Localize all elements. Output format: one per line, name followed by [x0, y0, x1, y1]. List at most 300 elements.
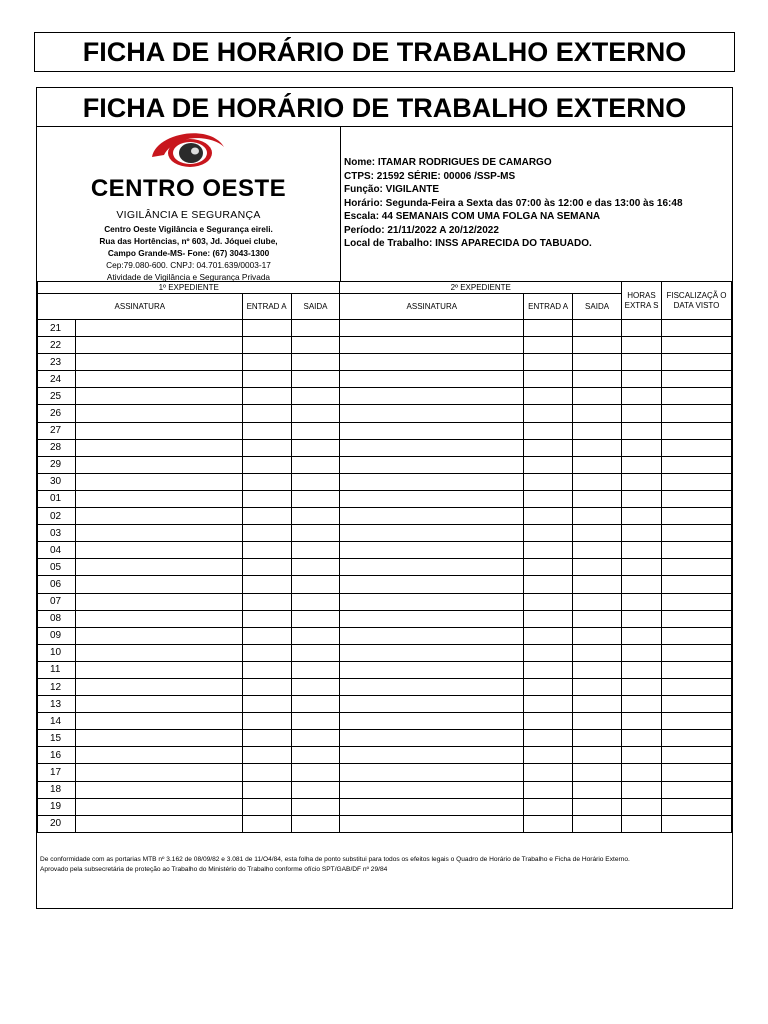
entry-cell[interactable] — [662, 559, 732, 576]
entry-cell[interactable] — [524, 576, 573, 593]
entry-cell[interactable] — [662, 388, 732, 405]
day-cell: 30 — [38, 473, 76, 490]
employee-period: Período: 21/11/2022 A 20/12/2022 — [344, 224, 499, 236]
entry-cell[interactable] — [291, 730, 340, 747]
entry-cell[interactable] — [340, 525, 524, 542]
entry-cell[interactable] — [524, 781, 573, 798]
entry-cell[interactable] — [242, 661, 291, 678]
page-title: FICHA DE HORÁRIO DE TRABALHO EXTERNO — [34, 32, 735, 72]
entry-cell[interactable] — [75, 747, 242, 764]
entry-cell[interactable] — [573, 644, 622, 661]
day-cell: 10 — [38, 644, 76, 661]
entry-cell[interactable] — [242, 490, 291, 507]
entry-cell[interactable] — [291, 422, 340, 439]
entry-cell[interactable] — [291, 747, 340, 764]
entry-cell[interactable] — [242, 678, 291, 695]
entry-cell[interactable] — [340, 781, 524, 798]
entry-cell[interactable] — [242, 405, 291, 422]
entry-cell[interactable] — [340, 815, 524, 832]
entry-cell[interactable] — [524, 559, 573, 576]
entry-cell[interactable] — [524, 405, 573, 422]
entry-cell[interactable] — [662, 678, 732, 695]
entry-cell[interactable] — [75, 354, 242, 371]
table-row — [38, 439, 732, 456]
entry-cell[interactable] — [340, 747, 524, 764]
entry-cell[interactable] — [340, 798, 524, 815]
entry-cell[interactable] — [622, 644, 662, 661]
entry-header-1: ENTRAD A — [242, 294, 291, 320]
entry-cell[interactable] — [622, 388, 662, 405]
employee-scale: Escala: 44 SEMANAIS COM UMA FOLGA NA SEMANA — [344, 211, 601, 222]
entry-cell[interactable] — [242, 473, 291, 490]
day-cell: 17 — [38, 764, 76, 781]
entry-cell[interactable] — [622, 713, 662, 730]
day-cell: 11 — [38, 661, 76, 678]
entry-cell[interactable] — [524, 525, 573, 542]
employee-workplace: Local de Trabalho: INSS APARECIDA DO TABUADO. — [344, 238, 592, 249]
entry-cell[interactable] — [340, 678, 524, 695]
company-tagline: VIGILÂNCIA E SEGURANÇA — [116, 209, 261, 221]
entry-cell[interactable] — [291, 388, 340, 405]
exit-header-2: SAIDA — [573, 294, 622, 320]
entry-cell[interactable] — [662, 696, 732, 713]
entry-cell[interactable] — [524, 371, 573, 388]
entry-cell[interactable] — [242, 320, 291, 337]
entry-cell[interactable] — [291, 542, 340, 559]
table-row — [38, 422, 732, 439]
entry-cell[interactable] — [242, 525, 291, 542]
entry-cell[interactable] — [75, 439, 242, 456]
table-row — [38, 490, 732, 507]
entry-cell[interactable] — [573, 627, 622, 644]
entry-cell[interactable] — [573, 525, 622, 542]
entry-cell[interactable] — [524, 696, 573, 713]
company-name: CENTRO OESTE — [90, 175, 287, 202]
entry-cell[interactable] — [75, 576, 242, 593]
entry-cell[interactable] — [75, 781, 242, 798]
entry-cell[interactable] — [75, 371, 242, 388]
day-cell: 23 — [38, 354, 76, 371]
entry-cell[interactable] — [340, 405, 524, 422]
entry-cell[interactable] — [291, 490, 340, 507]
entry-cell[interactable] — [75, 473, 242, 490]
entry-cell[interactable] — [573, 593, 622, 610]
entry-cell[interactable] — [524, 354, 573, 371]
entry-cell[interactable] — [340, 456, 524, 473]
day-cell: 29 — [38, 456, 76, 473]
entry-cell[interactable] — [340, 473, 524, 490]
entry-cell[interactable] — [524, 730, 573, 747]
entry-cell[interactable] — [291, 610, 340, 627]
entry-cell[interactable] — [524, 747, 573, 764]
entry-cell[interactable] — [524, 798, 573, 815]
entry-cell[interactable] — [662, 525, 732, 542]
entry-cell[interactable] — [622, 593, 662, 610]
day-cell: 25 — [38, 388, 76, 405]
entry-cell[interactable] — [242, 781, 291, 798]
entry-cell[interactable] — [75, 337, 242, 354]
entry-cell[interactable] — [291, 320, 340, 337]
entry-cell[interactable] — [524, 388, 573, 405]
entry-cell[interactable] — [242, 764, 291, 781]
entry-cell[interactable] — [524, 627, 573, 644]
table-row — [38, 525, 732, 542]
entry-cell[interactable] — [573, 422, 622, 439]
entry-cell[interactable] — [291, 764, 340, 781]
entry-cell[interactable] — [291, 405, 340, 422]
entry-cell[interactable] — [340, 610, 524, 627]
entry-cell[interactable] — [340, 354, 524, 371]
entry-cell[interactable] — [622, 490, 662, 507]
entry-cell[interactable] — [524, 678, 573, 695]
entry-cell[interactable] — [573, 320, 622, 337]
day-cell: 28 — [38, 439, 76, 456]
day-cell: 16 — [38, 747, 76, 764]
entry-cell[interactable] — [340, 422, 524, 439]
entry-cell[interactable] — [662, 422, 732, 439]
entry-cell[interactable] — [75, 320, 242, 337]
entry-cell[interactable] — [573, 371, 622, 388]
company-address-line: Rua das Hortências, nº 603, Jd. Jóquei clube, — [99, 236, 278, 246]
entry-cell[interactable] — [573, 661, 622, 678]
entry-cell[interactable] — [340, 439, 524, 456]
entry-cell[interactable] — [340, 661, 524, 678]
entry-cell[interactable] — [291, 439, 340, 456]
entry-cell[interactable] — [75, 525, 242, 542]
table-row — [38, 456, 732, 473]
table-row — [38, 559, 732, 576]
entry-cell[interactable] — [242, 542, 291, 559]
entry-cell[interactable] — [524, 508, 573, 525]
entry-cell[interactable] — [662, 371, 732, 388]
entry-cell[interactable] — [524, 610, 573, 627]
entry-cell[interactable] — [662, 490, 732, 507]
entry-cell[interactable] — [242, 593, 291, 610]
table-row — [38, 644, 732, 661]
entry-cell[interactable] — [662, 713, 732, 730]
entry-cell[interactable] — [242, 371, 291, 388]
entry-cell[interactable] — [524, 456, 573, 473]
entry-cell[interactable] — [340, 713, 524, 730]
entry-cell[interactable] — [662, 542, 732, 559]
entry-cell[interactable] — [291, 798, 340, 815]
employee-schedule: Horário: Segunda-Feira a Sexta das 07:00 às 12:00 e das 13:00 às 16:48 — [344, 197, 683, 209]
table-row — [38, 542, 732, 559]
entry-cell[interactable] — [340, 696, 524, 713]
entry-cell[interactable] — [622, 764, 662, 781]
entry-cell[interactable] — [75, 610, 242, 627]
entry-cell[interactable] — [573, 696, 622, 713]
entry-cell[interactable] — [573, 747, 622, 764]
entry-cell[interactable] — [340, 764, 524, 781]
entry-cell[interactable] — [340, 388, 524, 405]
entry-cell[interactable] — [662, 627, 732, 644]
signature-header-1: ASSINATURA — [38, 294, 243, 320]
entry-cell[interactable] — [573, 473, 622, 490]
entry-cell[interactable] — [340, 542, 524, 559]
table-row — [38, 593, 732, 610]
entry-cell[interactable] — [622, 371, 662, 388]
entry-cell[interactable] — [622, 337, 662, 354]
entry-cell[interactable] — [662, 644, 732, 661]
entry-cell[interactable] — [573, 610, 622, 627]
table-row — [38, 337, 732, 354]
entry-cell[interactable] — [242, 815, 291, 832]
entry-cell[interactable] — [573, 439, 622, 456]
entry-cell[interactable] — [622, 439, 662, 456]
entry-cell[interactable] — [573, 508, 622, 525]
day-cell: 12 — [38, 678, 76, 695]
entry-cell[interactable] — [242, 354, 291, 371]
entry-cell[interactable] — [340, 490, 524, 507]
entry-cell[interactable] — [662, 747, 732, 764]
entry-cell[interactable] — [340, 337, 524, 354]
entry-cell[interactable] — [662, 593, 732, 610]
entry-cell[interactable] — [75, 542, 242, 559]
entry-cell[interactable] — [662, 764, 732, 781]
entry-cell[interactable] — [622, 781, 662, 798]
entry-cell[interactable] — [662, 456, 732, 473]
entry-cell[interactable] — [524, 422, 573, 439]
entry-cell[interactable] — [662, 730, 732, 747]
signature-header-2: ASSINATURA — [340, 294, 524, 320]
entry-cell[interactable] — [242, 337, 291, 354]
inspection-header: FISCALIZAÇÃ O DATA VISTO — [662, 282, 732, 320]
entry-cell[interactable] — [291, 337, 340, 354]
entry-cell[interactable] — [622, 559, 662, 576]
day-cell: 08 — [38, 610, 76, 627]
entry-cell[interactable] — [573, 576, 622, 593]
entry-cell[interactable] — [242, 747, 291, 764]
entry-cell[interactable] — [242, 508, 291, 525]
legal-note-1: De conformidade com as portarias MTB nº 3.162 de 08/09/82 e 3.081 de 11/O4/84, esta folha de ponto substitui para todos os efeitos legais o Quadro de Horário de Trabalho e Ficha de Horário Externo. — [40, 856, 630, 863]
entry-cell[interactable] — [573, 798, 622, 815]
entry-cell[interactable] — [242, 456, 291, 473]
entry-cell[interactable] — [622, 661, 662, 678]
entry-cell[interactable] — [291, 713, 340, 730]
entry-cell[interactable] — [340, 644, 524, 661]
entry-cell[interactable] — [291, 781, 340, 798]
table-row — [38, 678, 732, 695]
table-row — [38, 371, 732, 388]
entry-cell[interactable] — [242, 610, 291, 627]
entry-cell[interactable] — [340, 320, 524, 337]
entry-cell[interactable] — [662, 337, 732, 354]
table-row — [38, 696, 732, 713]
entry-cell[interactable] — [340, 576, 524, 593]
entry-cell[interactable] — [75, 661, 242, 678]
day-cell: 04 — [38, 542, 76, 559]
entry-cell[interactable] — [340, 730, 524, 747]
entry-cell[interactable] — [291, 473, 340, 490]
entry-cell[interactable] — [75, 815, 242, 832]
entry-cell[interactable] — [524, 713, 573, 730]
day-cell: 18 — [38, 781, 76, 798]
entry-cell[interactable] — [524, 337, 573, 354]
entry-cell[interactable] — [662, 439, 732, 456]
entry-cell[interactable] — [242, 559, 291, 576]
entry-cell[interactable] — [291, 508, 340, 525]
day-cell: 09 — [38, 627, 76, 644]
entry-cell[interactable] — [622, 508, 662, 525]
entry-cell[interactable] — [75, 678, 242, 695]
entry-cell[interactable] — [242, 713, 291, 730]
entry-cell[interactable] — [524, 644, 573, 661]
entry-cell[interactable] — [662, 508, 732, 525]
entry-cell[interactable] — [340, 371, 524, 388]
entry-cell[interactable] — [242, 576, 291, 593]
entry-cell[interactable] — [622, 473, 662, 490]
entry-cell[interactable] — [75, 405, 242, 422]
entry-cell[interactable] — [291, 456, 340, 473]
company-block — [37, 127, 341, 281]
entry-cell[interactable] — [291, 661, 340, 678]
second-shift-header: 2º EXPEDIENTE — [340, 282, 622, 294]
entry-cell[interactable] — [75, 593, 242, 610]
entry-cell[interactable] — [573, 490, 622, 507]
entry-cell[interactable] — [75, 422, 242, 439]
entry-cell[interactable] — [242, 644, 291, 661]
entry-cell[interactable] — [662, 815, 732, 832]
entry-cell[interactable] — [622, 798, 662, 815]
day-cell: 03 — [38, 525, 76, 542]
entry-cell[interactable] — [524, 473, 573, 490]
entry-header-2: ENTRAD A — [524, 294, 573, 320]
entry-cell[interactable] — [291, 644, 340, 661]
company-address-line: Atividade de Vigilância e Segurança Privada — [106, 272, 271, 282]
entry-cell[interactable] — [524, 542, 573, 559]
entry-cell[interactable] — [662, 610, 732, 627]
entry-cell[interactable] — [573, 559, 622, 576]
entry-cell[interactable] — [340, 627, 524, 644]
entry-cell[interactable] — [573, 542, 622, 559]
entry-cell[interactable] — [242, 730, 291, 747]
entry-cell[interactable] — [622, 320, 662, 337]
employee-name: Nome: ITAMAR RODRIGUES DE CAMARGO — [344, 157, 552, 168]
entry-cell[interactable] — [75, 559, 242, 576]
entry-cell[interactable] — [573, 354, 622, 371]
entry-cell[interactable] — [75, 508, 242, 525]
entry-cell[interactable] — [524, 490, 573, 507]
entry-cell[interactable] — [291, 576, 340, 593]
entry-cell[interactable] — [662, 320, 732, 337]
entry-cell[interactable] — [75, 798, 242, 815]
entry-cell[interactable] — [524, 764, 573, 781]
entry-cell[interactable] — [622, 678, 662, 695]
entry-cell[interactable] — [75, 764, 242, 781]
entry-cell[interactable] — [622, 422, 662, 439]
table-row — [38, 576, 732, 593]
entry-cell[interactable] — [340, 593, 524, 610]
entry-cell[interactable] — [662, 576, 732, 593]
entry-cell[interactable] — [622, 747, 662, 764]
entry-cell[interactable] — [75, 627, 242, 644]
entry-cell[interactable] — [75, 490, 242, 507]
entry-cell[interactable] — [242, 388, 291, 405]
table-row — [38, 661, 732, 678]
entry-cell[interactable] — [524, 815, 573, 832]
entry-cell[interactable] — [291, 696, 340, 713]
entry-cell[interactable] — [622, 354, 662, 371]
entry-cell[interactable] — [524, 661, 573, 678]
day-cell: 07 — [38, 593, 76, 610]
entry-cell[interactable] — [75, 730, 242, 747]
entry-cell[interactable] — [291, 815, 340, 832]
entry-cell[interactable] — [573, 337, 622, 354]
entry-cell[interactable] — [573, 764, 622, 781]
company-address-line: Campo Grande-MS- Fone: (67) 3043-1300 — [107, 248, 270, 258]
entry-cell[interactable] — [662, 798, 732, 815]
entry-cell[interactable] — [524, 439, 573, 456]
entry-cell[interactable] — [340, 559, 524, 576]
company-logo-icon — [150, 127, 226, 173]
entry-cell[interactable] — [291, 627, 340, 644]
entry-cell[interactable] — [291, 678, 340, 695]
entry-cell[interactable] — [524, 320, 573, 337]
entry-cell[interactable] — [75, 696, 242, 713]
entry-cell[interactable] — [622, 542, 662, 559]
entry-cell[interactable] — [242, 422, 291, 439]
entry-cell[interactable] — [662, 405, 732, 422]
entry-cell[interactable] — [291, 371, 340, 388]
entry-cell[interactable] — [75, 713, 242, 730]
entry-cell[interactable] — [622, 610, 662, 627]
entry-cell[interactable] — [622, 405, 662, 422]
entry-cell[interactable] — [242, 696, 291, 713]
day-cell: 20 — [38, 815, 76, 832]
entry-cell[interactable] — [75, 456, 242, 473]
entry-cell[interactable] — [573, 815, 622, 832]
entry-cell[interactable] — [573, 730, 622, 747]
entry-cell[interactable] — [622, 696, 662, 713]
timesheet-form — [36, 87, 733, 909]
entry-cell[interactable] — [622, 456, 662, 473]
entry-cell[interactable] — [662, 354, 732, 371]
day-cell: 13 — [38, 696, 76, 713]
entry-cell[interactable] — [291, 525, 340, 542]
table-row — [38, 320, 732, 337]
company-address-line: Cep:79.080-600. CNPJ: 04.701.639/0003-17 — [106, 260, 271, 270]
entry-cell[interactable] — [662, 661, 732, 678]
entry-cell[interactable] — [573, 781, 622, 798]
entry-cell[interactable] — [573, 388, 622, 405]
entry-cell[interactable] — [622, 730, 662, 747]
entry-cell[interactable] — [524, 593, 573, 610]
entry-cell[interactable] — [75, 644, 242, 661]
entry-cell[interactable] — [662, 473, 732, 490]
entry-cell[interactable] — [662, 781, 732, 798]
entry-cell[interactable] — [622, 627, 662, 644]
entry-cell[interactable] — [622, 576, 662, 593]
entry-cell[interactable] — [75, 388, 242, 405]
table-row — [38, 627, 732, 644]
entry-cell[interactable] — [573, 678, 622, 695]
company-address-line: Centro Oeste Vigilância e Segurança eireli. — [104, 224, 273, 234]
entry-cell[interactable] — [291, 559, 340, 576]
entry-cell[interactable] — [291, 593, 340, 610]
table-row — [38, 798, 732, 815]
entry-cell[interactable] — [573, 456, 622, 473]
entry-cell[interactable] — [291, 354, 340, 371]
entry-cell[interactable] — [622, 815, 662, 832]
entry-cell[interactable] — [242, 798, 291, 815]
entry-cell[interactable] — [622, 525, 662, 542]
entry-cell[interactable] — [242, 439, 291, 456]
entry-cell[interactable] — [340, 508, 524, 525]
entry-cell[interactable] — [242, 627, 291, 644]
entry-cell[interactable] — [573, 405, 622, 422]
entry-cell[interactable] — [573, 713, 622, 730]
